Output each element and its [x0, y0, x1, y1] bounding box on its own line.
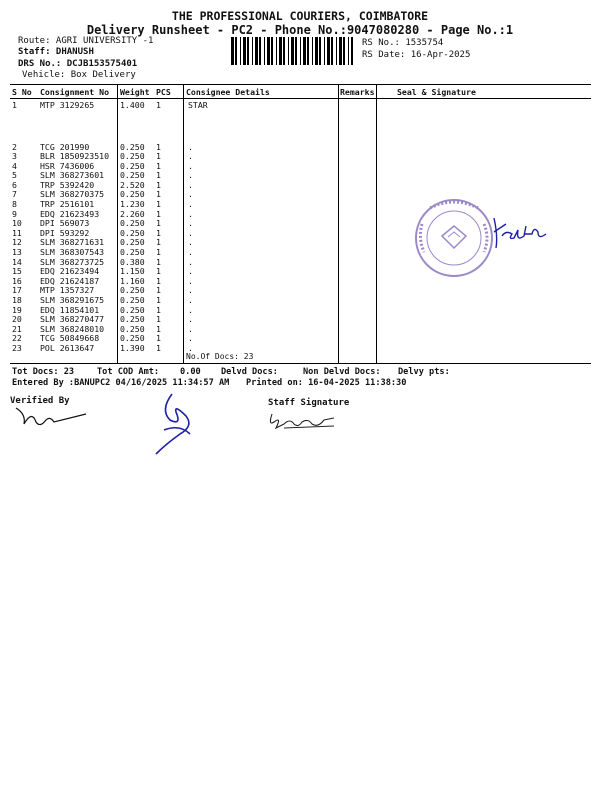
vehicle-label: Vehicle: Box Delivery — [22, 70, 136, 80]
total-cod-label: Tot COD Amt: — [97, 367, 160, 377]
row-seal-signature — [375, 325, 591, 335]
row-consignment-number: POL 2613647 — [40, 342, 95, 353]
row-remarks — [338, 325, 375, 335]
table-row — [10, 99, 591, 143]
row-consignee: . — [188, 218, 193, 229]
row-remarks — [338, 210, 375, 220]
row-serial-number: 1 — [12, 100, 17, 110]
row-consignee: . — [188, 342, 193, 353]
row-weight: 0.250 — [120, 141, 145, 152]
row-remarks — [338, 334, 375, 344]
row-weight: 0.250 — [120, 247, 145, 258]
row-consignee: . — [188, 314, 193, 325]
col-header-sno: S No — [10, 85, 38, 99]
table-bottom-rule — [10, 363, 591, 364]
row-weight: 2.520 — [120, 179, 145, 190]
row-consignee: . — [188, 285, 193, 296]
row-serial-number: 22 — [12, 333, 22, 344]
row-consignee: . — [188, 208, 193, 219]
row-pieces: 1 — [156, 342, 161, 353]
row-serial-number: 5 — [12, 170, 17, 181]
row-pieces: 1 — [156, 100, 161, 110]
row-pieces: 1 — [156, 199, 161, 210]
row-weight: 0.250 — [120, 218, 145, 229]
table-row — [10, 334, 591, 344]
column-divider — [117, 84, 118, 363]
row-remarks — [338, 162, 375, 172]
row-consignment-number: TRP 5392420 — [40, 179, 95, 190]
row-seal-signature — [375, 99, 591, 143]
row-pieces: 1 — [156, 227, 161, 238]
row-serial-number: 20 — [12, 314, 22, 325]
row-pieces: 1 — [156, 179, 161, 190]
verifier-signature — [10, 404, 90, 432]
row-pieces: 1 — [156, 247, 161, 258]
row-pieces: 1 — [156, 256, 161, 267]
row-weight: 0.250 — [120, 333, 145, 344]
row-consignee: . — [188, 141, 193, 152]
row-seal-signature — [375, 286, 591, 296]
row-pieces: 1 — [156, 237, 161, 248]
row-remarks — [338, 277, 375, 287]
row-serial-number: 10 — [12, 218, 22, 229]
row-remarks — [338, 286, 375, 296]
row-seal-signature — [375, 152, 591, 162]
row-weight: 0.250 — [120, 160, 145, 171]
row-weight: 0.250 — [120, 151, 145, 162]
row-consignment-number: SLM 368273725 — [40, 256, 105, 267]
row-remarks — [338, 238, 375, 248]
staff-label: Staff: DHANUSH — [18, 47, 94, 57]
row-weight: 1.400 — [120, 100, 145, 110]
col-header-consignee: Consignee Details — [184, 85, 338, 99]
row-weight: 2.260 — [120, 208, 145, 219]
row-seal-signature — [375, 334, 591, 344]
row-consignment-number: SLM 368248010 — [40, 323, 105, 334]
row-weight: 0.250 — [120, 227, 145, 238]
row-serial-number: 18 — [12, 295, 22, 305]
row-seal-signature — [375, 296, 591, 306]
col-header-consignment: Consignment No — [38, 85, 118, 99]
row-weight: 0.250 — [120, 304, 145, 315]
receiver-signature — [494, 218, 546, 248]
delivered-docs: Delvd Docs: — [221, 367, 278, 377]
company-title: THE PROFESSIONAL COURIERS, COIMBATORE — [171, 9, 429, 23]
row-seal-signature — [375, 171, 591, 181]
row-pieces: 1 — [156, 304, 161, 315]
entered-by: Entered By :BANUPC2 04/16/2025 11:34:57 AM — [12, 378, 230, 388]
row-serial-number: 23 — [12, 342, 22, 353]
row-pieces: 1 — [156, 295, 161, 305]
staff-signature-label: Staff Signature — [268, 398, 350, 408]
table-row — [10, 152, 591, 162]
printed-on: Printed on: 16-04-2025 11:38:30 — [246, 378, 407, 388]
rs-date: RS Date: 16-Apr-2025 — [362, 50, 471, 60]
row-serial-number: 7 — [12, 189, 17, 200]
row-consignment-number: TCG 50849668 — [40, 333, 100, 344]
row-consignment-number: SLM 368270375 — [40, 189, 105, 200]
row-remarks — [338, 143, 375, 153]
non-delivered-docs: Non Delvd Docs: — [303, 367, 381, 377]
row-weight: 0.250 — [120, 295, 145, 305]
row-remarks — [338, 315, 375, 325]
row-remarks — [338, 190, 375, 200]
row-serial-number: 2 — [12, 141, 17, 152]
verified-by-label: Verified By — [10, 396, 70, 406]
row-consignee: . — [188, 295, 193, 305]
company-seal-stamp — [408, 196, 568, 280]
row-consignee: . — [188, 170, 193, 181]
row-consignment-number: MTP 1357327 — [40, 285, 95, 296]
row-consignment-number: DPI 593292 — [40, 227, 90, 238]
row-serial-number: 12 — [12, 237, 22, 248]
row-consignment-number: TCG 201990 — [40, 141, 90, 152]
total-docs: Tot Docs: 23 — [12, 367, 75, 377]
row-consignee: . — [188, 151, 193, 162]
route-label: Route: AGRI UNIVERSITY -1 — [18, 36, 154, 46]
delivery-points: Delvy pts: — [398, 367, 450, 377]
row-pieces: 1 — [156, 151, 161, 162]
row-consignment-number: SLM 368271631 — [40, 237, 105, 248]
row-weight: 1.390 — [120, 342, 145, 353]
row-consignment-number: SLM 368270477 — [40, 314, 105, 325]
col-header-weight: Weight — [118, 85, 154, 99]
row-remarks — [338, 258, 375, 268]
row-consignment-number: EDQ 11854101 — [40, 304, 100, 315]
row-remarks — [338, 344, 375, 354]
row-consignee: . — [188, 275, 193, 286]
row-weight: 0.250 — [120, 189, 145, 200]
table-row — [10, 171, 591, 181]
row-remarks — [338, 248, 375, 258]
row-remarks — [338, 171, 375, 181]
row-remarks — [338, 296, 375, 306]
row-consignee: STAR — [188, 100, 208, 110]
row-pieces: 1 — [156, 141, 161, 152]
staff-signature — [264, 408, 360, 432]
row-remarks — [338, 181, 375, 191]
row-consignee: . — [188, 199, 193, 210]
row-pieces: 1 — [156, 314, 161, 325]
row-seal-signature — [375, 143, 591, 153]
row-serial-number: 15 — [12, 266, 22, 277]
row-consignee: . — [188, 266, 193, 277]
row-consignment-number: SLM 368273601 — [40, 170, 105, 181]
row-serial-number: 4 — [12, 160, 17, 171]
column-divider — [376, 84, 377, 363]
row-consignment-number: DPI 569073 — [40, 218, 90, 229]
row-serial-number: 9 — [12, 208, 17, 219]
row-remarks — [338, 229, 375, 239]
row-remarks — [338, 267, 375, 277]
table-row — [10, 344, 591, 354]
row-serial-number: 16 — [12, 275, 22, 286]
row-consignment-number: EDQ 21623494 — [40, 266, 100, 277]
row-pieces: 1 — [156, 170, 161, 181]
row-weight: 0.250 — [120, 285, 145, 296]
row-seal-signature — [375, 344, 591, 354]
row-serial-number: 11 — [12, 227, 22, 238]
row-pieces: 1 — [156, 323, 161, 334]
runsheet-title: Delivery Runsheet - PC2 - Phone No.:9047080280 - Page No.:1 — [86, 23, 514, 37]
row-consignee: . — [188, 237, 193, 248]
row-consignee: . — [188, 189, 193, 200]
column-divider — [338, 84, 339, 363]
row-remarks — [338, 152, 375, 162]
row-serial-number: 19 — [12, 304, 22, 315]
row-seal-signature — [375, 306, 591, 316]
row-consignee: . — [188, 160, 193, 171]
row-pieces: 1 — [156, 189, 161, 200]
row-consignment-number: EDQ 21623493 — [40, 208, 100, 219]
row-remarks — [338, 200, 375, 210]
row-serial-number: 6 — [12, 179, 17, 190]
barcode — [231, 37, 353, 65]
row-weight: 0.250 — [120, 314, 145, 325]
row-seal-signature — [375, 315, 591, 325]
row-pieces: 1 — [156, 208, 161, 219]
row-serial-number: 13 — [12, 247, 22, 258]
row-serial-number: 21 — [12, 323, 22, 334]
row-pieces: 1 — [156, 333, 161, 344]
row-consignment-number: SLM 368307543 — [40, 247, 105, 258]
row-pieces: 1 — [156, 218, 161, 229]
row-weight: 0.250 — [120, 170, 145, 181]
row-consignee: . — [188, 179, 193, 190]
row-consignee: . — [188, 333, 193, 344]
col-header-pcs: PCS — [154, 85, 184, 99]
row-consignment-number: TRP 2516101 — [40, 199, 95, 210]
row-consignment-number: MTP 3129265 — [40, 100, 95, 110]
row-serial-number: 3 — [12, 151, 17, 162]
row-pieces: 1 — [156, 160, 161, 171]
row-remarks — [338, 219, 375, 229]
row-pieces: 1 — [156, 275, 161, 286]
row-weight: 0.250 — [120, 323, 145, 334]
no-of-docs: No.Of Docs: 23 — [186, 352, 254, 361]
row-consignee: . — [188, 323, 193, 334]
row-weight: 1.230 — [120, 199, 145, 210]
row-remarks — [338, 306, 375, 316]
staff-pen-signature — [150, 390, 200, 460]
row-weight: 0.380 — [120, 256, 145, 267]
col-header-seal: Seal & Signature — [375, 85, 591, 99]
table-header-row — [10, 85, 591, 99]
total-cod-value: 0.00 — [180, 367, 201, 377]
row-weight: 0.250 — [120, 237, 145, 248]
row-seal-signature — [375, 181, 591, 191]
row-remarks — [338, 99, 375, 143]
row-serial-number: 8 — [12, 199, 17, 210]
row-consignment-number: EDQ 21624187 — [40, 275, 100, 286]
row-consignment-number: SLM 368291675 — [40, 295, 105, 305]
row-serial-number: 17 — [12, 285, 22, 296]
column-divider — [183, 84, 184, 363]
col-header-remarks: Remarks — [340, 86, 375, 97]
row-weight: 1.160 — [120, 275, 145, 286]
drs-number: DRS No.: DCJB153575401 — [18, 59, 138, 69]
row-serial-number: 14 — [12, 256, 22, 267]
row-consignee: . — [188, 304, 193, 315]
row-seal-signature — [375, 162, 591, 172]
rs-number: RS No.: 1535754 — [362, 38, 444, 48]
row-consignment-number: HSR 7436006 — [40, 160, 95, 171]
row-consignee: . — [188, 256, 193, 267]
row-weight: 1.150 — [120, 266, 145, 277]
row-pieces: 1 — [156, 266, 161, 277]
row-consignee: . — [188, 227, 193, 238]
row-consignment-number: BLR 1850923510 — [40, 151, 110, 162]
row-pieces: 1 — [156, 285, 161, 296]
row-consignee: . — [188, 247, 193, 258]
